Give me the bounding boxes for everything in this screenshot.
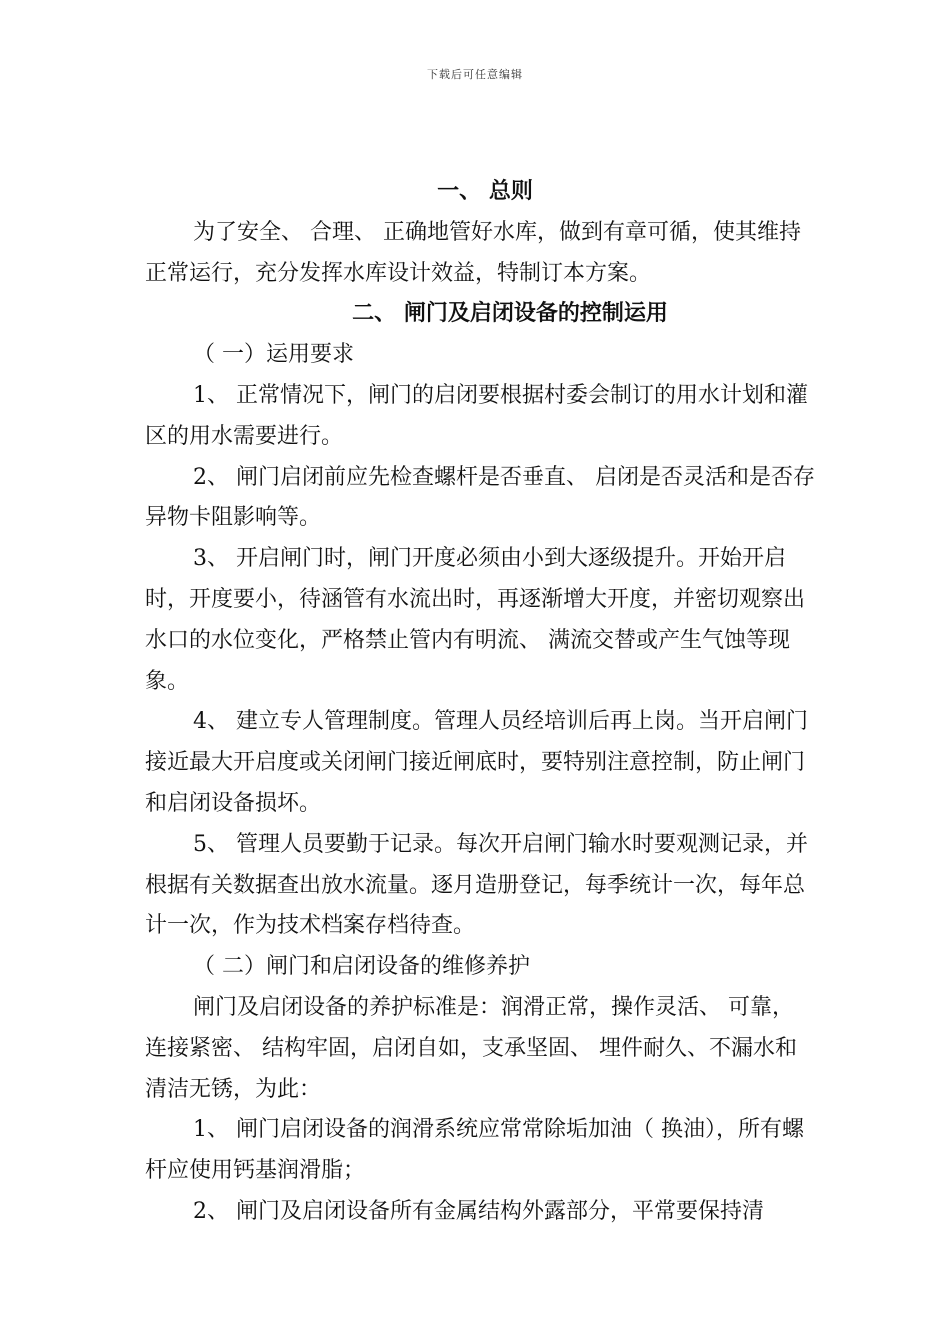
list-item-1: 1、 正常情况下，闸门的启闭要根据村委会制订的用水计划和灌区的用水需要进行。 bbox=[145, 382, 808, 449]
document-body bbox=[145, 172, 815, 1233]
section-heading-gate-control: 二、 闸门及启闭设备的控制运用 bbox=[352, 301, 668, 327]
list-item-5: 5、 管理人员要勤于记录。每次开启闸门输水时要观测记录，并根据有关数据查出放水流量。逐月造册登记，每季统计一次，每年总计一次，作为技术档案存档待查。 bbox=[145, 831, 808, 939]
section-heading-general: 一、 总则 bbox=[437, 179, 533, 204]
maintenance-item-2: 2、 闸门及启闭设备所有金属结构外露部分，平常要保持清 bbox=[193, 1198, 764, 1224]
list-item-2: 2、 闸门启闭前应先检查螺杆是否垂直、 启闭是否灵活和是否存异物卡阻影响等。 bbox=[145, 464, 815, 531]
paragraph-purpose: 为了安全、 合理、 正确地管好水库，做到有章可循，使其维持正常运行，充分发挥水库设计效益，特制订本方案。 bbox=[145, 219, 801, 286]
list-item-3: 3、 开启闸门时，闸门开度必须由小到大逐级提升。开始开启时，开度要小，待涵管有水流出时，再逐渐增大开度，并密切观察出水口的水位变化，严格禁止管内有明流、 满流交替或产生气蚀等现象。 bbox=[145, 546, 806, 694]
page-header-note: 下载后可任意编辑 bbox=[427, 68, 523, 81]
subsection-heading-maintenance: （ 二）闸门和启闭设备的维修养护 bbox=[193, 954, 530, 980]
paragraph-maintenance-standard: 闸门及启闭设备的养护标准是：润滑正常，操作灵活、 可靠，连接紧密、 结构牢固，启闭自如，支承坚固、 埋件耐久、不漏水和清洁无锈，为此： bbox=[145, 994, 797, 1102]
maintenance-item-1: 1、 闸门启闭设备的润滑系统应常常除垢加油（ 换油），所有螺杆应使用钙基润滑脂； bbox=[145, 1117, 804, 1184]
subsection-heading-requirements: （ 一）运用要求 bbox=[193, 342, 354, 368]
list-item-4: 4、 建立专人管理制度。管理人员经培训后再上岗。当开启闸门接近最大开启度或关闭闸门接近闸底时，要特别注意控制，防止闸门和启闭设备损坏。 bbox=[145, 709, 808, 816]
